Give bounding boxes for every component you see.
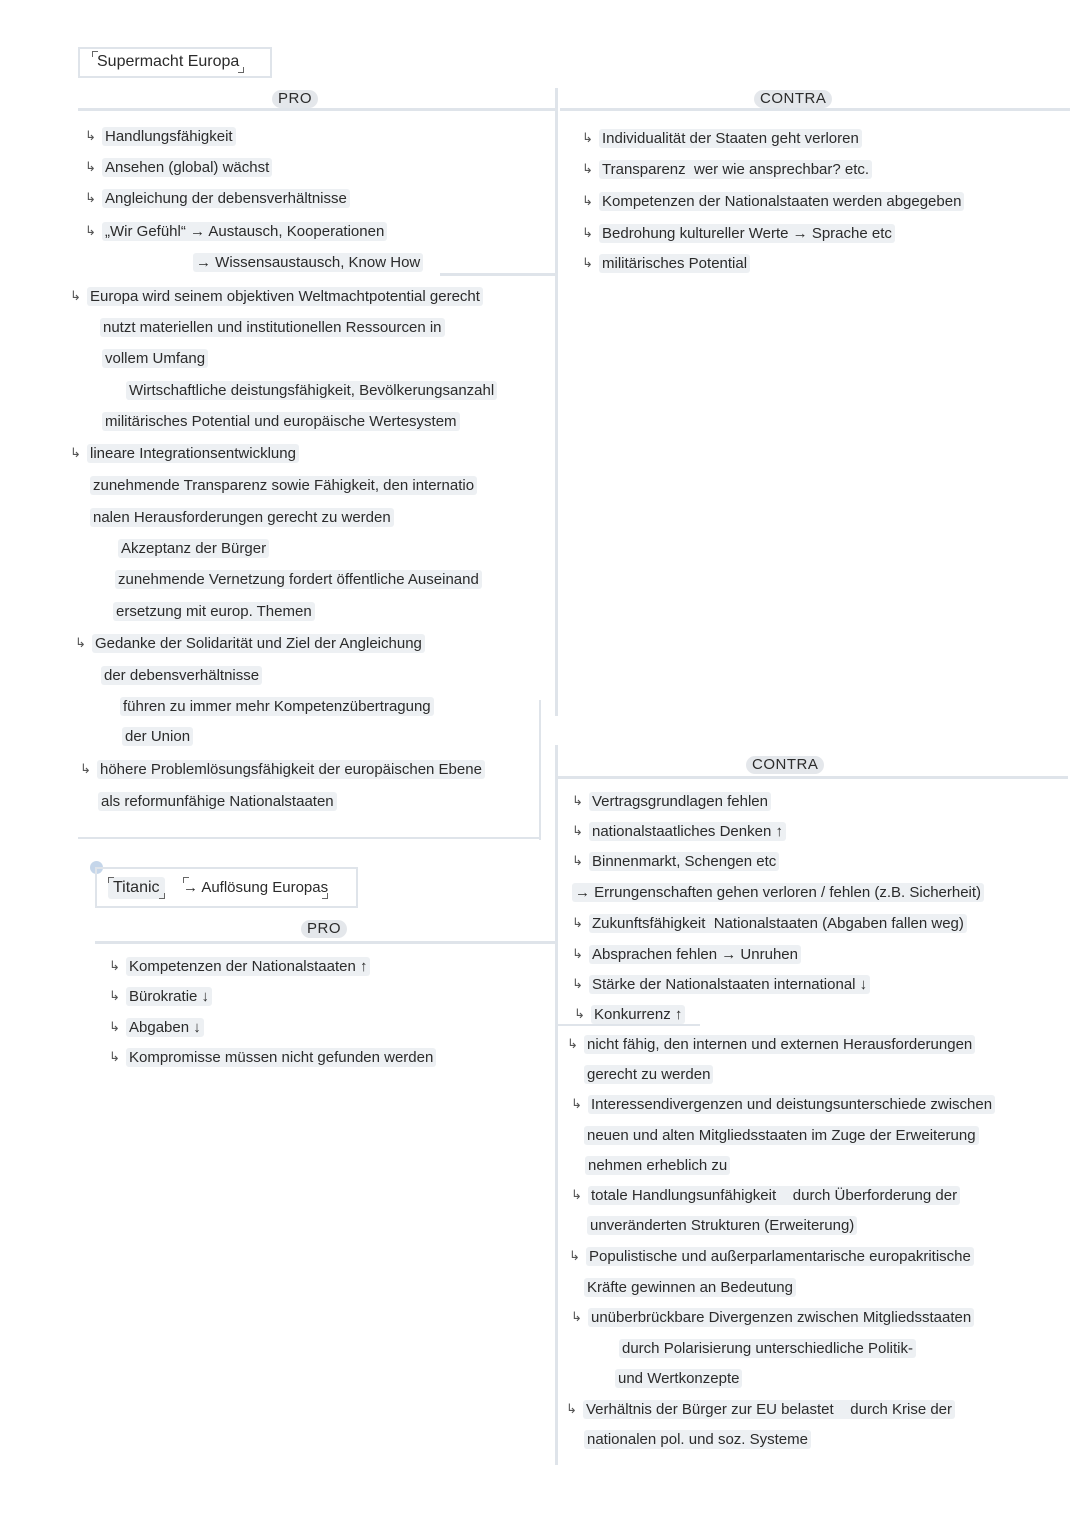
item-text: militärisches Potential und europäische Wertesystem	[102, 412, 460, 431]
contra-item	[569, 1247, 974, 1267]
item-text: Abgaben ↓	[126, 1018, 204, 1037]
item-text: Zukunftsfähigkeit Nationalstaaten (Abgaben fallen weg)	[589, 914, 967, 933]
arrow-bullet-icon	[571, 1308, 588, 1328]
item-text: Bürokratie ↓	[126, 987, 212, 1006]
pro-item-continuation	[122, 727, 193, 747]
item-text: nalen Herausforderungen gerecht zu werden	[90, 508, 394, 527]
contra-item	[572, 945, 801, 965]
item-text: Gedanke der Solidarität und Ziel der Angleichung	[92, 634, 425, 653]
arrow-bullet-icon	[572, 852, 589, 872]
contra-item-continuation	[615, 1369, 742, 1389]
item-text: „Wir Gefühl“ → Austausch, Kooperationen	[102, 222, 387, 241]
arrow-bullet-icon	[109, 987, 126, 1007]
arrow-bullet-icon	[109, 1048, 126, 1068]
pro-item-continuation	[101, 666, 262, 686]
pro-item	[75, 634, 425, 654]
pro-item	[85, 189, 350, 209]
pro-heading: PRO	[272, 90, 318, 108]
divider-horizontal	[560, 108, 1070, 111]
arrow-bullet-icon	[582, 129, 599, 149]
pro-item-continuation	[126, 381, 497, 401]
item-text: gerecht zu werden	[584, 1065, 713, 1084]
contra-item	[572, 852, 779, 872]
item-text: nationalen pol. und soz. Systeme	[584, 1430, 811, 1449]
pro-item-continuation	[100, 318, 445, 338]
contra-item	[567, 1035, 975, 1055]
item-text: totale Handlungsunfähigkeit durch Überforderung der	[588, 1186, 960, 1205]
section-subtitle: → Auflösung Europas	[183, 877, 328, 899]
item-text: → Wissensaustausch, Know How	[193, 253, 423, 272]
item-text: nicht fähig, den internen und externen Herausforderungen	[584, 1035, 975, 1054]
item-text: Handlungsfähigkeit	[102, 127, 236, 146]
contra-item	[582, 224, 895, 244]
pro-item-continuation	[118, 539, 269, 559]
pro-item	[85, 127, 236, 147]
contra-item	[582, 192, 964, 212]
divider-horizontal	[78, 108, 555, 111]
pro-heading: PRO	[301, 920, 347, 938]
arrow-bullet-icon	[571, 1186, 588, 1206]
contra-item-continuation	[584, 1278, 796, 1298]
pro-item-continuation	[102, 412, 460, 432]
item-text: Ansehen (global) wächst	[102, 158, 272, 177]
arrow-bullet-icon	[85, 222, 102, 242]
item-text: unveränderten Strukturen (Erweiterung)	[587, 1216, 857, 1235]
contra-item	[574, 1005, 685, 1025]
divider-vertical	[539, 700, 541, 840]
pro-item	[85, 222, 387, 242]
pro-item	[109, 987, 212, 1007]
contra-item-continuation	[584, 1065, 713, 1085]
pro-item	[109, 1018, 204, 1038]
item-text: ersetzung mit europ. Themen	[113, 602, 315, 621]
item-text: Binnenmarkt, Schengen etc	[589, 852, 779, 871]
contra-item-continuation	[585, 1156, 730, 1176]
contra-item	[571, 1308, 974, 1328]
item-text: Kompetenzen der Nationalstaaten werden abgegeben	[599, 192, 964, 211]
item-text: zunehmende Transparenz sowie Fähigkeit, den internatio	[90, 476, 477, 495]
arrow-bullet-icon	[70, 287, 87, 307]
pro-item	[109, 1048, 436, 1068]
divider-vertical	[555, 88, 558, 716]
arrow-bullet-icon	[582, 224, 599, 244]
arrow-bullet-icon	[85, 158, 102, 178]
arrow-bullet-icon	[109, 1018, 126, 1038]
item-text: nutzt materiellen und institutionellen Ressourcen in	[100, 318, 445, 337]
item-text: Absprachen fehlen → Unruhen	[589, 945, 801, 964]
item-text: Kräfte gewinnen an Bedeutung	[584, 1278, 796, 1297]
item-text: Verhältnis der Bürger zur EU belastet durch Krise der	[583, 1400, 955, 1419]
contra-item	[582, 254, 750, 274]
arrow-bullet-icon	[571, 1095, 588, 1115]
pro-item-continuation	[120, 697, 434, 717]
item-text: nationalstaatliches Denken ↑	[589, 822, 786, 841]
contra-item	[572, 822, 786, 842]
item-text: der debensverhältnisse	[101, 666, 262, 685]
contra-item-continuation	[572, 883, 984, 903]
arrow-bullet-icon	[569, 1247, 586, 1267]
contra-item	[572, 792, 771, 812]
arrow-bullet-icon	[85, 189, 102, 209]
arrow-bullet-icon	[572, 914, 589, 934]
section-title-box	[95, 867, 358, 908]
item-text: unüberbrückbare Divergenzen zwischen Mitgliedsstaaten	[588, 1308, 974, 1327]
item-text: vollem Umfang	[102, 349, 208, 368]
arrow-bullet-icon	[572, 822, 589, 842]
section-title-box	[78, 47, 272, 78]
contra-item	[572, 914, 967, 934]
item-text: Populistische und außerparlamentarische europakritische	[586, 1247, 974, 1266]
pro-item-continuation	[115, 570, 482, 590]
arrow-bullet-icon	[572, 792, 589, 812]
divider-horizontal	[78, 837, 541, 839]
contra-item-continuation	[584, 1126, 979, 1146]
item-text: Individualität der Staaten geht verloren	[599, 129, 862, 148]
arrow-bullet-icon	[582, 192, 599, 212]
item-text: Kompetenzen der Nationalstaaten ↑	[126, 957, 370, 976]
pro-item	[70, 444, 299, 464]
arrow-bullet-icon	[572, 975, 589, 995]
item-text: militärisches Potential	[599, 254, 750, 273]
pro-item	[80, 760, 485, 780]
item-text: höhere Problemlösungsfähigkeit der europäischen Ebene	[97, 760, 485, 779]
pro-item-continuation	[98, 792, 337, 812]
arrow-bullet-icon	[80, 760, 97, 780]
pro-item	[85, 158, 272, 178]
divider-horizontal	[440, 273, 555, 276]
arrow-bullet-icon	[582, 254, 599, 274]
item-text: Kompromisse müssen nicht gefunden werden	[126, 1048, 436, 1067]
pro-item	[109, 957, 370, 977]
item-text: Konkurrenz ↑	[591, 1005, 685, 1024]
section-title: Titanic	[108, 877, 165, 899]
pro-item-continuation	[90, 508, 394, 528]
arrow-bullet-icon	[567, 1035, 584, 1055]
item-text: zunehmende Vernetzung fordert öffentliche Auseinand	[115, 570, 482, 589]
pro-item-continuation	[113, 602, 315, 622]
item-text: durch Polarisierung unterschiedliche Politik-	[619, 1339, 916, 1358]
item-text: der Union	[122, 727, 193, 746]
item-text: und Wertkonzepte	[615, 1369, 742, 1388]
contra-item-continuation	[587, 1216, 857, 1236]
pro-item-continuation	[90, 476, 477, 496]
arrow-bullet-icon	[70, 444, 87, 464]
item-text: nehmen erheblich zu	[585, 1156, 730, 1175]
pro-item-continuation	[102, 349, 208, 369]
divider-horizontal	[95, 941, 555, 944]
contra-item	[571, 1186, 960, 1206]
arrow-bullet-icon	[109, 957, 126, 977]
item-text: Vertragsgrundlagen fehlen	[589, 792, 771, 811]
divider-vertical	[555, 745, 558, 1465]
item-text: neuen und alten Mitgliedsstaaten im Zuge der Erweiterung	[584, 1126, 979, 1145]
item-text: Bedrohung kultureller Werte → Sprache etc	[599, 224, 895, 243]
contra-item	[571, 1095, 995, 1115]
item-text: Angleichung der debensverhältnisse	[102, 189, 350, 208]
arrow-bullet-icon	[572, 945, 589, 965]
contra-item	[582, 129, 862, 149]
pro-item-continuation	[193, 253, 423, 273]
item-text: Wirtschaftliche deistungsfähigkeit, Bevölkerungsanzahl	[126, 381, 497, 400]
arrow-bullet-icon	[566, 1400, 583, 1420]
pro-item	[70, 287, 483, 307]
item-text: führen zu immer mehr Kompetenzübertragung	[120, 697, 434, 716]
item-text: Transparenz wer wie ansprechbar? etc.	[599, 160, 872, 179]
item-text: Interessendivergenzen und deistungsunterschiede zwischen	[588, 1095, 995, 1114]
contra-heading: CONTRA	[746, 756, 824, 774]
contra-item	[582, 160, 872, 180]
contra-item-continuation	[619, 1339, 916, 1359]
divider-horizontal	[558, 776, 1068, 779]
item-text: Akzeptanz der Bürger	[118, 539, 269, 558]
item-text: lineare Integrationsentwicklung	[87, 444, 299, 463]
item-text: Stärke der Nationalstaaten international ↓	[589, 975, 870, 994]
arrow-bullet-icon	[582, 160, 599, 180]
arrow-bullet-icon	[75, 634, 92, 654]
contra-item	[566, 1400, 955, 1420]
item-text: als reformunfähige Nationalstaaten	[98, 792, 337, 811]
section-title: Supermacht Europa	[92, 51, 244, 73]
item-text: Europa wird seinem objektiven Weltmachtpotential gerecht	[87, 287, 483, 306]
contra-item-continuation	[584, 1430, 811, 1450]
arrow-bullet-icon	[574, 1005, 591, 1025]
item-text: → Errungenschaften gehen verloren / fehlen (z.B. Sicherheit)	[572, 883, 984, 902]
contra-item	[572, 975, 870, 995]
contra-heading: CONTRA	[754, 90, 832, 108]
arrow-bullet-icon	[85, 127, 102, 147]
